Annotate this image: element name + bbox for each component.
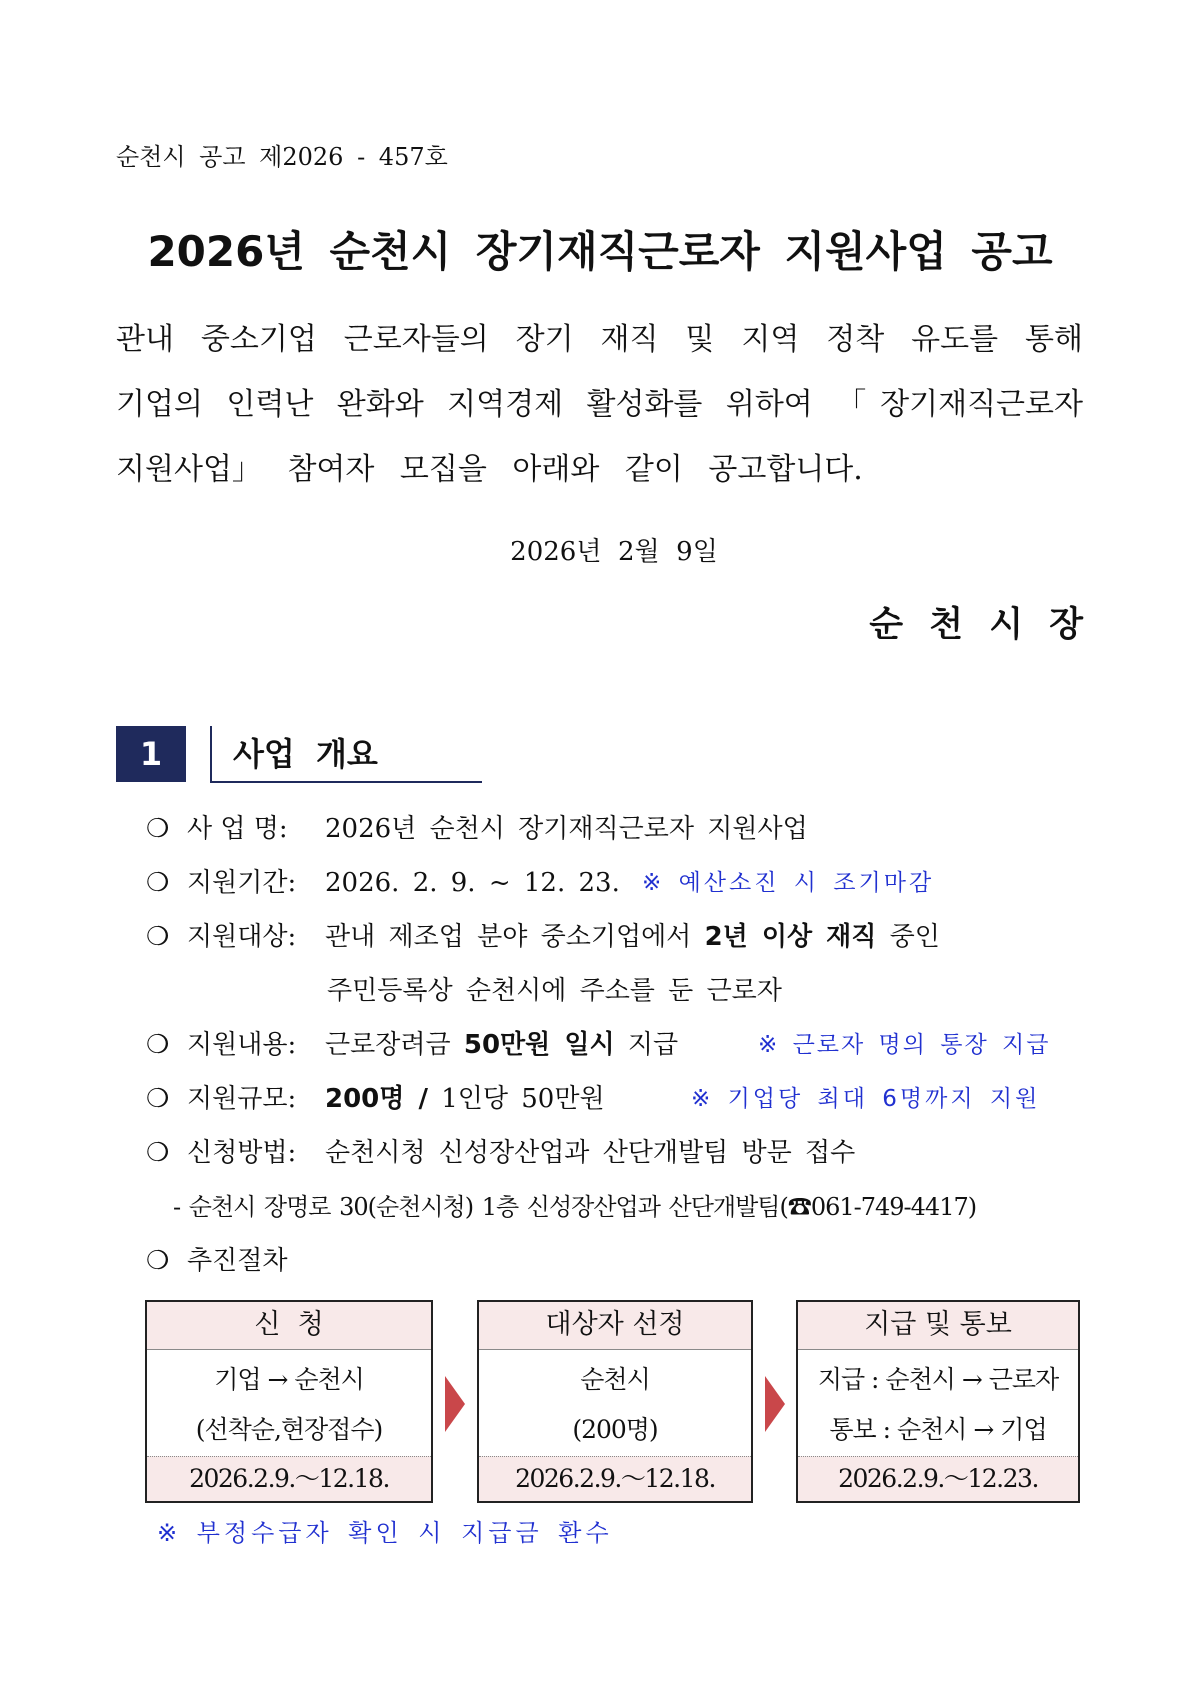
bullet-icon: ❍	[146, 1246, 170, 1276]
list-item-procedure	[146, 1234, 1086, 1288]
section-title-divider	[210, 726, 212, 783]
bullet-icon: ❍	[146, 922, 170, 952]
notice-number: 순천시 공고 제2026 - 457호	[116, 143, 448, 171]
step-header: 대상자 선정	[479, 1302, 751, 1350]
bullet-icon: ❍	[146, 1030, 170, 1060]
list-item-method	[146, 1126, 1086, 1180]
arrow-right-icon	[445, 1376, 465, 1432]
item-label: 추진절차	[187, 1246, 288, 1276]
item-value: 중인	[876, 922, 940, 952]
item-value: 관내 제조업 분야 중소기업에서	[325, 922, 705, 952]
step-line: 지급 : 순천시 → 근로자	[817, 1365, 1059, 1394]
procedure-step-payment	[796, 1300, 1080, 1503]
bullet-icon: ❍	[146, 868, 170, 898]
step-header: 지급 및 통보	[798, 1302, 1078, 1350]
page-title: 2026년 순천시 장기재직근로자 지원사업 공고	[147, 227, 1053, 276]
intro-line-2: 기업의 인력난 완화와 지역경제 활성화를 위하여 「장기재직근로자	[116, 387, 1083, 422]
item-value: 2026년 순천시 장기재직근로자 지원사업	[325, 814, 808, 844]
arrow-right-icon	[765, 1376, 785, 1432]
step-line: 통보 : 순천시 → 기업	[829, 1415, 1047, 1444]
item-value: - 순천시 장명로 30(순천시청) 1층 신성장산업과 산단개발팀(☎061-749-4417)	[173, 1193, 977, 1221]
item-label: 사 업 명:	[187, 814, 288, 844]
step-line: 기업 → 순천시	[214, 1365, 364, 1394]
bullet-icon: ❍	[146, 1084, 170, 1114]
intro-paragraph	[116, 307, 1083, 502]
item-value: 2026. 2. 9. ~ 12. 23.	[325, 868, 620, 898]
list-item-period	[146, 856, 1086, 910]
list-item-scale	[146, 1072, 1086, 1126]
overview-list	[146, 802, 1086, 1288]
list-item-project-name	[146, 802, 1086, 856]
item-value: 주민등록상 순천시에 주소를 둔 근로자	[327, 976, 782, 1006]
item-note: ※ 기업당 최대 6명까지 지원	[691, 1086, 1041, 1112]
item-label: 신청방법:	[187, 1138, 297, 1168]
procedure-step-selection	[477, 1300, 753, 1503]
step-body	[479, 1350, 751, 1456]
item-value: 1인당 50만원	[427, 1084, 605, 1114]
item-value-emphasis: 200명 /	[325, 1084, 428, 1114]
intro-line-3: 지원사업」 참여자 모집을 아래와 같이 공고합니다.	[116, 452, 863, 487]
section-title-underline	[210, 781, 482, 783]
step-body	[147, 1350, 431, 1456]
item-label: 지원내용:	[187, 1030, 297, 1060]
step-line: (200명)	[572, 1415, 658, 1444]
item-note: ※ 예산소진 시 조기마감	[642, 870, 935, 896]
procedure-note: ※ 부정수급자 확인 시 지급금 환수	[157, 1519, 613, 1547]
step-line: 순천시	[580, 1365, 650, 1394]
list-item-content	[146, 1018, 1086, 1072]
step-body	[798, 1350, 1078, 1456]
section-number-badge: 1	[116, 726, 186, 782]
item-label: 지원기간:	[187, 868, 297, 898]
list-item-target-continuation	[146, 964, 1086, 1018]
step-period: 2026.2.9.～12.18.	[479, 1456, 751, 1501]
item-note: ※ 근로자 명의 통장 지급	[758, 1032, 1051, 1058]
item-value: 지급	[614, 1030, 679, 1060]
item-value-emphasis: 50만원 일시	[463, 1030, 615, 1060]
step-line: (선착순,현장접수)	[195, 1415, 383, 1444]
list-item-target	[146, 910, 1086, 964]
issuer-signature: 순 천 시 장	[869, 604, 1090, 645]
section-title: 사업 개요	[233, 735, 378, 773]
item-label: 지원대상:	[187, 922, 297, 952]
step-header: 신 청	[147, 1302, 431, 1350]
procedure-step-apply	[145, 1300, 433, 1503]
list-item-method-detail	[146, 1180, 1086, 1234]
step-period: 2026.2.9.～12.23.	[798, 1456, 1078, 1501]
item-value-emphasis: 2년 이상 재직	[704, 922, 877, 952]
announcement-date: 2026년 2월 9일	[510, 537, 718, 567]
bullet-icon: ❍	[146, 814, 170, 844]
step-period: 2026.2.9.～12.18.	[147, 1456, 431, 1501]
item-label: 지원규모:	[187, 1084, 297, 1114]
intro-line-1: 관내 중소기업 근로자들의 장기 재직 및 지역 정착 유도를 통해	[116, 322, 1083, 357]
item-value: 순천시청 신성장산업과 산단개발팀 방문 접수	[325, 1138, 856, 1168]
item-value: 근로장려금	[325, 1030, 464, 1060]
bullet-icon: ❍	[146, 1138, 170, 1168]
